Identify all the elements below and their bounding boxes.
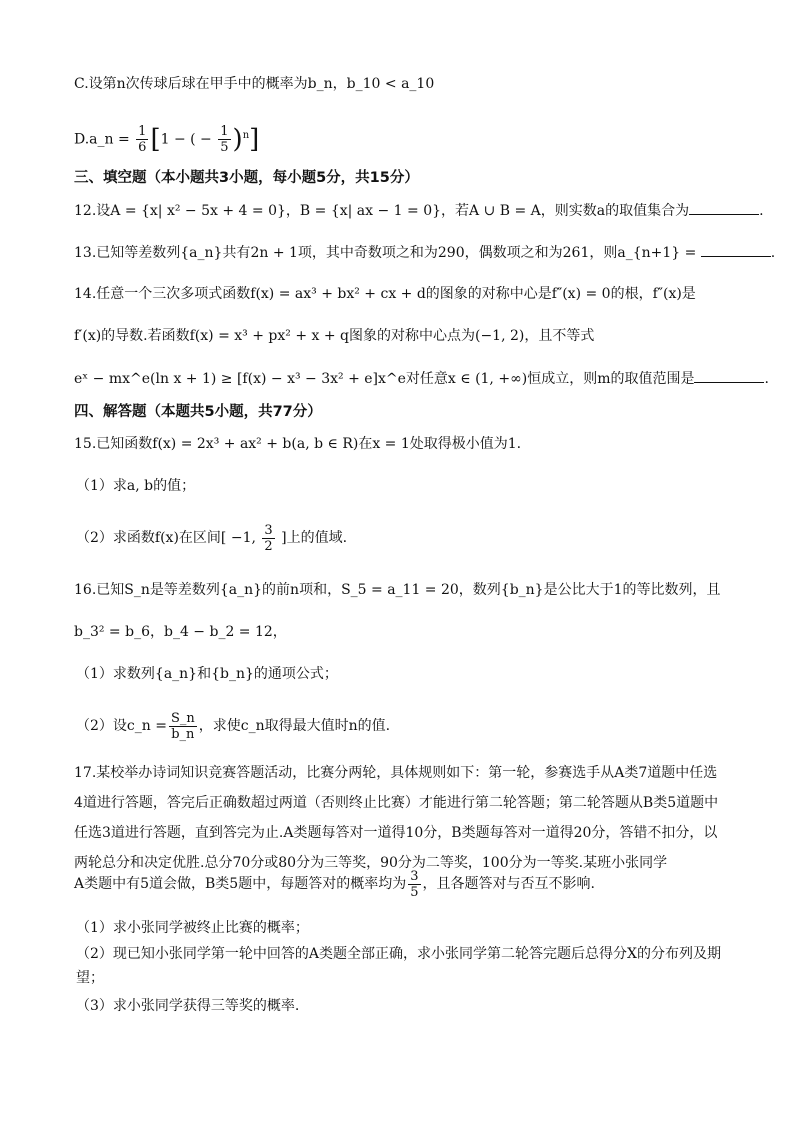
interval-denominator: 2 bbox=[264, 538, 273, 554]
option-d-exponent: n bbox=[242, 130, 250, 141]
question-17-last-end: ，且各题答对与否互不影响. bbox=[422, 876, 595, 892]
question-17-last-text: A类题中有5道会做，B类5题中，每题答对的概率均为 bbox=[74, 876, 407, 892]
option-d-inner: 1 − ( − bbox=[160, 131, 217, 148]
probability-denominator: 5 bbox=[410, 884, 419, 900]
answer-blank-13[interactable] bbox=[701, 242, 771, 257]
question-15-part-1: （1）求a, b的值； bbox=[76, 478, 196, 494]
cn-fraction bbox=[169, 711, 197, 742]
left-bracket: [ bbox=[150, 124, 161, 155]
answer-blank-12[interactable] bbox=[689, 200, 759, 215]
question-14-line1: 14.任意一个三次多项式函数f(x) = ax³ + bx² + cx + d的图象的对称中心是f″(x) = 0的根，f″(x)是 bbox=[74, 286, 696, 302]
question-14-line3 bbox=[74, 368, 769, 389]
question-17-text: 17.某校举办诗词知识竞赛答题活动，比赛分两轮，具体规则如下：第一轮，参赛选手从A类7道题中任选4道进行答题，答完后正确数超过两道（否则终止比赛）才能进行第二轮答题；第二轮答题从B类5道题中任选3道进行答题，直到答完为止.A类题每答对一道得10分，B类题每答对一道得20分，答错不扣分，以两轮总分和决定优胜.总分70分或80分为三等奖，90分为二等奖，100分为一等奖.某班小张同学 bbox=[74, 765, 719, 871]
question-17-part-3: （3）求小张同学获得三等奖的概率. bbox=[76, 998, 300, 1014]
cn-denominator: b_n bbox=[171, 726, 195, 742]
question-14-text: eˣ − mx^e(ln x + 1) ≥ [f(x) − x³ − 3x² + e]x^e对任意x ∈ (1, +∞)恒成立，则m的取值范围是 bbox=[74, 371, 695, 387]
option-d-inner-denominator: 5 bbox=[220, 140, 229, 156]
interval-start: [ −1, bbox=[220, 530, 261, 546]
probability-fraction bbox=[408, 869, 420, 900]
option-d-numerator: 1 bbox=[138, 124, 147, 140]
question-16-part-2 bbox=[76, 706, 724, 746]
question-17-part-2: （2）现已知小张同学第一轮中回答的A类题全部正确，求小张同学第二轮答完题后总得分X的分布列及期望； bbox=[76, 946, 721, 986]
question-13 bbox=[74, 242, 776, 263]
question-14-line2: f′(x)的导数.若函数f(x) = x³ + px² + x + q图象的对称中心点为(−1, 2)，且不等式 bbox=[74, 328, 595, 344]
question-17-part-1: （1）求小张同学被终止比赛的概率； bbox=[76, 920, 309, 936]
question-15-part-2 bbox=[76, 518, 724, 558]
option-d-fraction bbox=[136, 124, 148, 155]
question-16-part-1: （1）求数列{a_n}和{b_n}的通项公式； bbox=[76, 666, 338, 682]
question-12-end: . bbox=[759, 203, 764, 219]
question-16-line1: 16.已知S_n是等差数列{a_n}的前n项和，S_5 = a_11 = 20，数列{b_n}是公比大于1的等比数列，且 bbox=[74, 582, 721, 598]
question-16-part-2-end: ，求使c_n取得最大值时n的值. bbox=[198, 718, 391, 734]
question-13-text: 13.已知等差数列{a_n}共有2n + 1项，其中奇数项之和为290，偶数项之和为261，则a_{n+1} = bbox=[74, 245, 697, 261]
question-15-part-2-text: （2）求函数f(x)在区间 bbox=[76, 530, 221, 546]
question-16-part-2-text: （2）设c_n = bbox=[76, 718, 167, 734]
option-d-prefix: D.a_n = bbox=[74, 131, 135, 148]
option-c: C.设第n次传球后球在甲手中的概率为b_n，b_10 < a_10 bbox=[74, 76, 435, 92]
section-3-heading: 三、填空题（本小题共3小题，每小题5分，共15分） bbox=[74, 170, 419, 186]
option-d-inner-numerator: 1 bbox=[220, 124, 229, 140]
option-d-denominator: 6 bbox=[138, 140, 147, 156]
interval-numerator: 3 bbox=[264, 522, 273, 538]
answer-blank-14[interactable] bbox=[694, 368, 764, 383]
cn-numerator: S_n bbox=[170, 710, 195, 726]
section-4-heading: 四、解答题（本题共5小题，共77分） bbox=[74, 404, 322, 420]
right-paren: ) bbox=[232, 124, 243, 155]
right-bracket: ] bbox=[249, 124, 260, 155]
question-12 bbox=[74, 200, 764, 221]
option-d-inner-fraction bbox=[218, 124, 230, 155]
question-15: 15.已知函数f(x) = 2x³ + ax² + b(a, b ∈ R)在x = 1处取得极小值为1. bbox=[74, 436, 522, 452]
interval-fraction bbox=[262, 523, 274, 554]
question-14-end: . bbox=[764, 371, 769, 387]
question-16-line2: b_3² = b_6，b_4 − b_2 = 12， bbox=[74, 624, 287, 640]
option-d bbox=[74, 112, 724, 164]
question-13-end: . bbox=[770, 245, 776, 261]
probability-numerator: 3 bbox=[410, 868, 419, 884]
question-17-line-last bbox=[74, 864, 724, 904]
interval-end: ]上的值域. bbox=[276, 530, 348, 546]
question-12-text: 12.设A = {x| x² − 5x + 4 = 0}，B = {x| ax − 1 = 0}，若A ∪ B = A，则实数a的取值集合为 bbox=[74, 203, 690, 219]
